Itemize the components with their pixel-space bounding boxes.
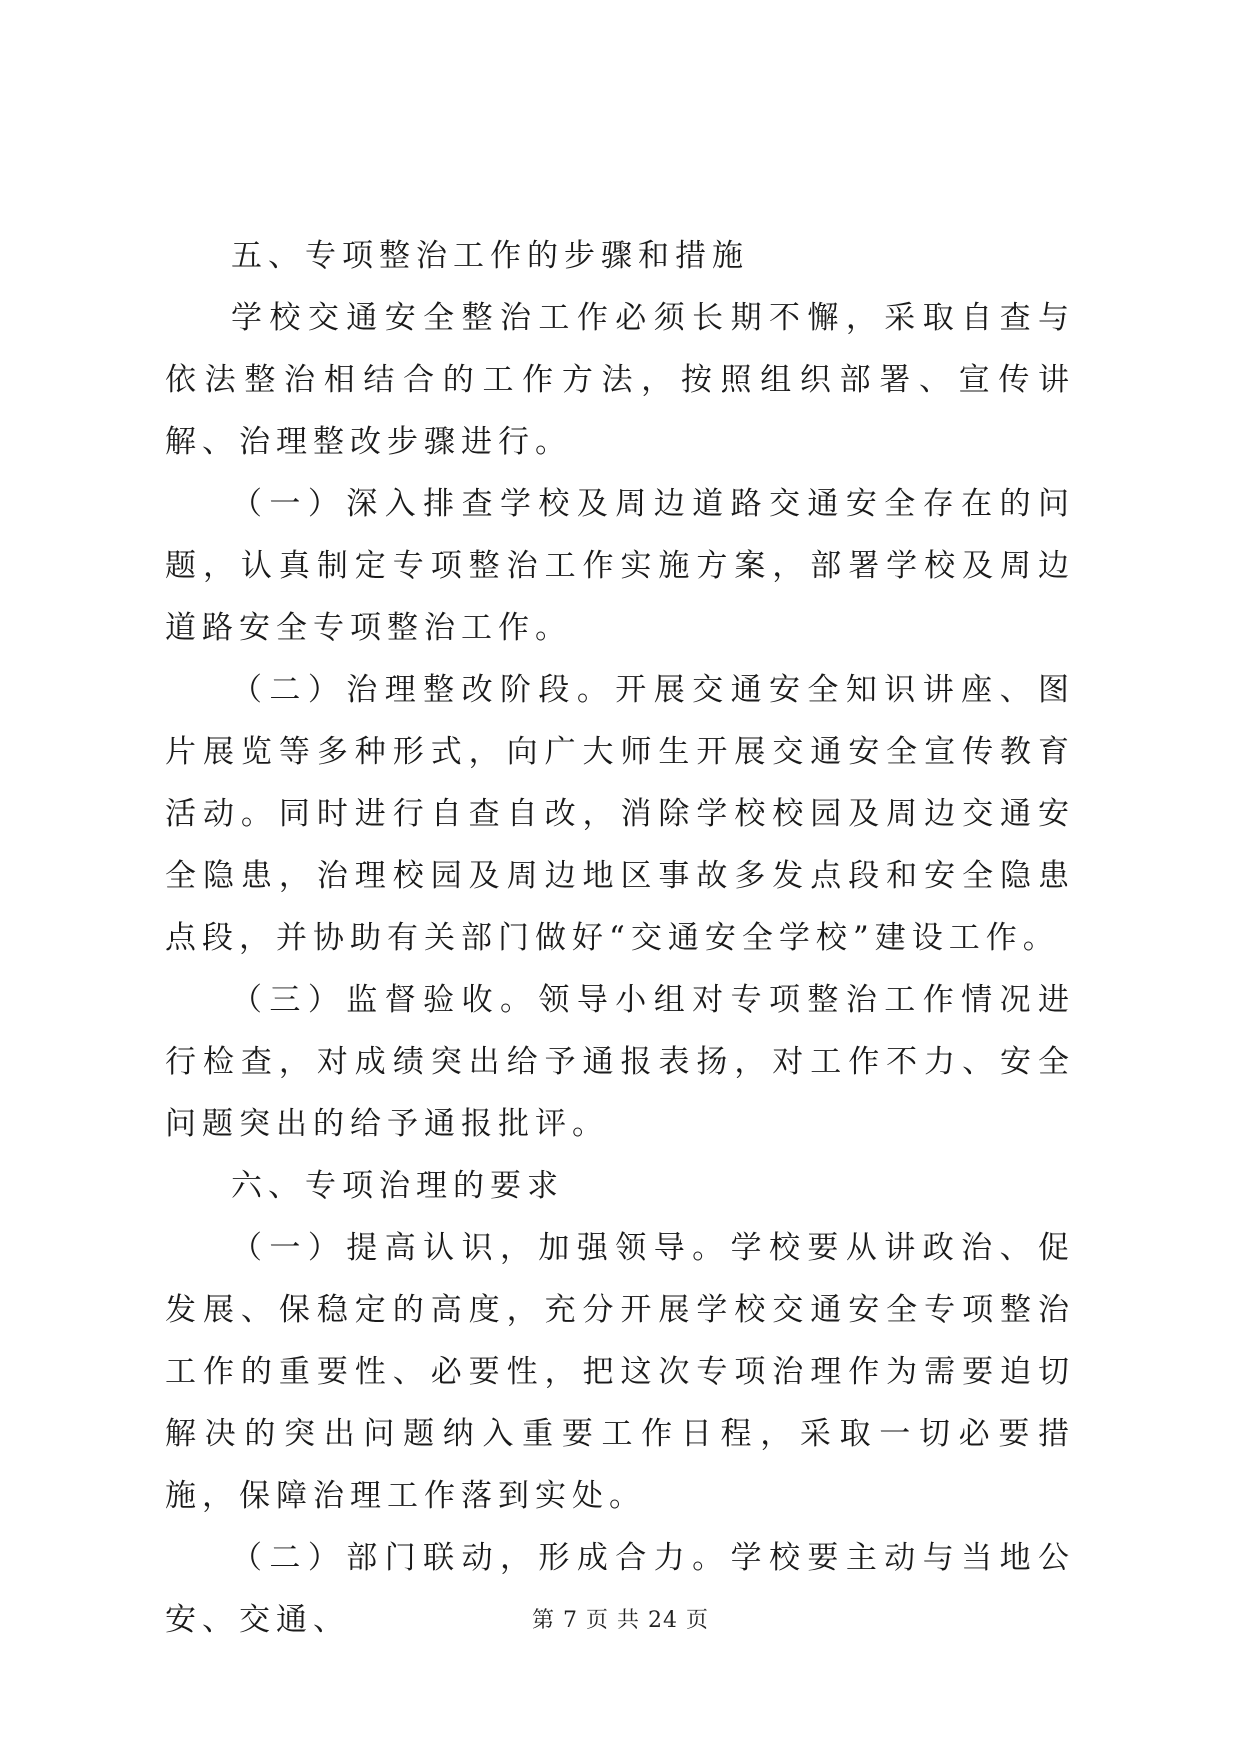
paragraph-step-one: （一）深入排查学校及周边道路交通安全存在的问题，认真制定专项整治工作实施方案，部署学校及周边道路安全专项整治工作。 (165, 486, 1075, 646)
document-body (165, 225, 1075, 1651)
page-number-footer: 第 7 页 共 24 页 (532, 1608, 709, 1633)
section-heading-six: 六、专项治理的要求 (231, 1168, 564, 1204)
paragraph-step-two: （二）治理整改阶段。开展交通安全知识讲座、图片展览等多种形式，向广大师生开展交通安全宣传教育活动。同时进行自查自改，消除学校校园及周边交通安全隐患，治理校园及周边地区事故多发点段和安全隐患点段，并协助有关部门做好“交通安全学校”建设工作。 (165, 672, 1075, 956)
paragraph-step-three: （三）监督验收。领导小组对专项整治工作情况进行检查，对成绩突出给予通报表扬，对工作不力、安全问题突出的给予通报批评。 (165, 982, 1075, 1142)
paragraph-requirement-one: （一）提高认识，加强领导。学校要从讲政治、促发展、保稳定的高度，充分开展学校交通安全专项整治工作的重要性、必要性，把这次专项治理作为需要迫切解决的突出问题纳入重要工作日程，采取一切必要措施，保障治理工作落到实处。 (165, 1230, 1075, 1514)
section-heading-five: 五、专项整治工作的步骤和措施 (231, 238, 749, 274)
paragraph-requirement-two: （二）部门联动，形成合力。学校要主动与当地公安、交通、 (165, 1540, 1075, 1638)
paragraph-intro: 学校交通安全整治工作必须长期不懈，采取自查与依法整治相结合的工作方法，按照组织部署、宣传讲解、治理整改步骤进行。 (165, 300, 1075, 460)
